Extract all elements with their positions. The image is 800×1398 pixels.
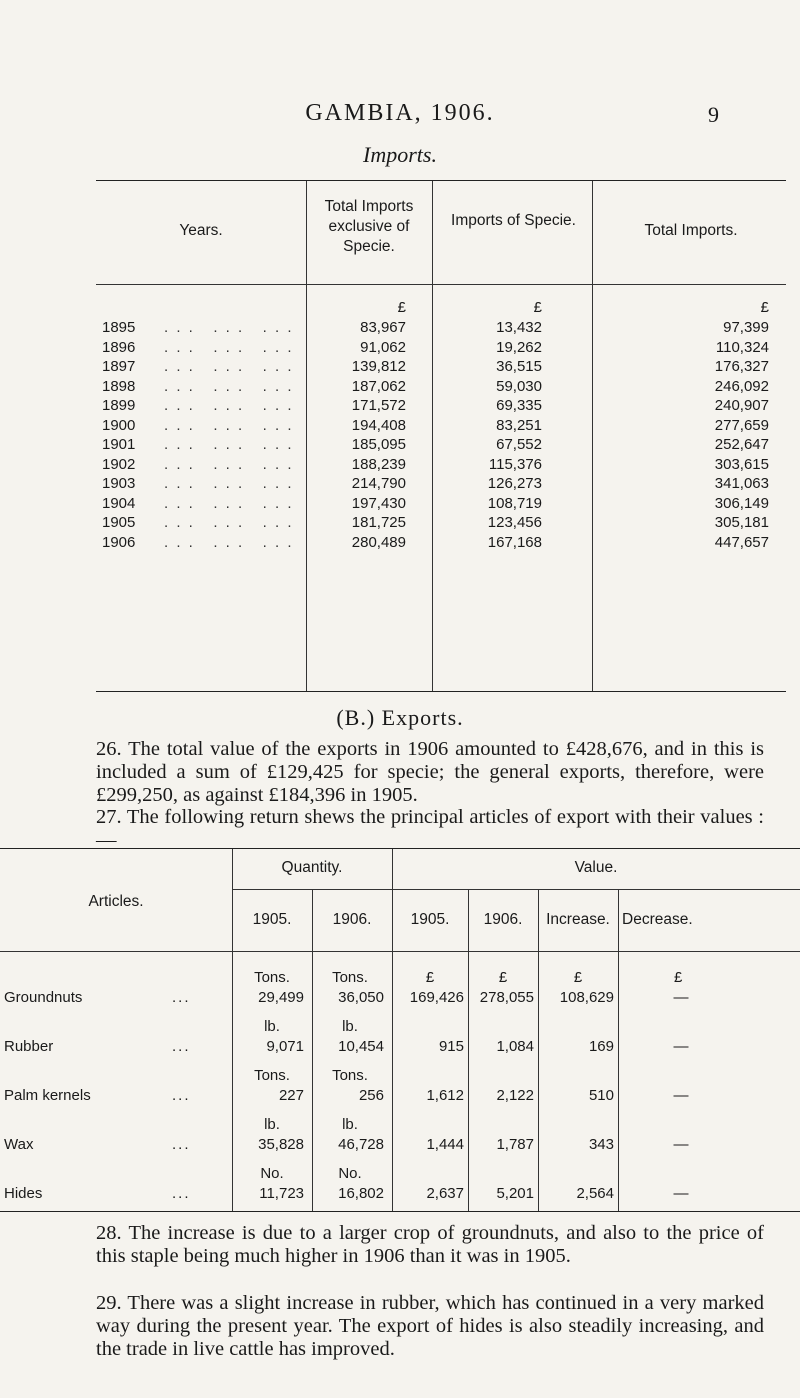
leader-dots: . . . . . . . . . bbox=[164, 475, 294, 492]
imports-caption: Imports. bbox=[363, 142, 437, 167]
table-row bbox=[0, 1116, 800, 1156]
specie-cell: 83,251 bbox=[496, 416, 542, 434]
increase-cell: 510 bbox=[588, 1087, 614, 1104]
exclusive-cell: 280,489 bbox=[351, 533, 406, 551]
unit-label: lb. bbox=[264, 1116, 280, 1133]
value-1905: 2,637 bbox=[426, 1185, 464, 1202]
subheader: 1905. bbox=[410, 911, 450, 928]
decrease-cell: — bbox=[673, 1136, 689, 1153]
leader-dots: . . . . . . . . . bbox=[164, 455, 294, 473]
leader-dots: . . . . . . . . . bbox=[164, 494, 294, 512]
value-1905: 915 bbox=[438, 1038, 464, 1055]
leader-dots: ... bbox=[172, 989, 191, 1006]
quantity-1905: 29,499 bbox=[258, 989, 304, 1006]
currency-symbol: £ bbox=[760, 299, 769, 316]
year-cell: 1903 bbox=[102, 475, 136, 492]
currency-symbol: £ bbox=[397, 299, 406, 316]
unit-label: Tons. bbox=[254, 1067, 290, 1084]
total-cell: 176,327 bbox=[714, 358, 769, 375]
leader-dots: ... bbox=[172, 1185, 191, 1202]
exports-table bbox=[0, 848, 800, 1212]
article-name: Palm kernels bbox=[4, 1087, 91, 1104]
year-cell: 1900 bbox=[102, 416, 136, 434]
unit-label: Tons. bbox=[332, 1067, 368, 1084]
leader-dots: . . . . . . . . . bbox=[164, 436, 294, 453]
leader-dots: . . . . . . . . . bbox=[164, 358, 294, 375]
increase-cell: 108,629 bbox=[559, 989, 614, 1006]
total-cell: 246,092 bbox=[714, 377, 769, 395]
header-years: Years. bbox=[179, 222, 223, 239]
year-cell: 1897 bbox=[102, 358, 136, 375]
specie-cell: 69,335 bbox=[496, 397, 542, 414]
leader-dots: ... bbox=[172, 1136, 191, 1153]
table-row bbox=[96, 475, 786, 494]
value-1906: 1,787 bbox=[496, 1136, 534, 1153]
table-row bbox=[0, 1165, 800, 1205]
currency-row bbox=[96, 299, 786, 318]
specie-cell: 13,432 bbox=[496, 319, 542, 336]
value-1905: 169,426 bbox=[409, 989, 464, 1006]
exclusive-cell: 181,725 bbox=[351, 514, 406, 531]
total-cell: 305,181 bbox=[714, 514, 769, 531]
exclusive-cell: 171,572 bbox=[351, 397, 406, 414]
subheader: 1905. bbox=[252, 911, 292, 928]
value-1906: 2,122 bbox=[496, 1087, 534, 1104]
total-cell: 110,324 bbox=[715, 338, 769, 356]
leader-dots: . . . . . . . . . bbox=[164, 397, 294, 414]
total-cell: 306,149 bbox=[714, 494, 769, 512]
header-articles: Articles. bbox=[88, 893, 144, 910]
unit-label: Tons. bbox=[332, 969, 368, 986]
imports-table bbox=[96, 180, 786, 692]
header-divider bbox=[0, 951, 800, 952]
unit-label: No. bbox=[338, 1165, 362, 1182]
paragraph-26: 26. The total value of the exports in 1906 amounted to £428,676, and in this is included a sum of £129,425 for specie; the general exports, therefore, were £299,250, as against £184,396 in 1905. bbox=[96, 738, 764, 806]
unit-label: No. bbox=[260, 1165, 284, 1182]
year-cell: 1896 bbox=[102, 338, 136, 356]
article-name: Wax bbox=[4, 1136, 34, 1153]
total-cell: 97,399 bbox=[723, 319, 769, 336]
quantity-1906: 10,454 bbox=[338, 1038, 384, 1055]
leader-dots: . . . . . . . . . bbox=[164, 416, 294, 434]
header-specie: Imports of Specie. bbox=[451, 212, 576, 229]
increase-cell: 343 bbox=[588, 1136, 614, 1153]
specie-cell: 108,719 bbox=[487, 494, 542, 512]
year-cell: 1906 bbox=[102, 533, 136, 551]
quantity-1905: 35,828 bbox=[258, 1136, 304, 1153]
header-divider bbox=[232, 889, 800, 890]
unit-label: Tons. bbox=[254, 969, 290, 986]
increase-cell: 2,564 bbox=[576, 1185, 614, 1202]
specie-cell: 59,030 bbox=[496, 377, 542, 395]
leader-dots: . . . . . . . . . bbox=[164, 377, 294, 395]
article-name: Hides bbox=[4, 1185, 43, 1202]
table-row bbox=[96, 456, 786, 475]
exclusive-cell: 197,430 bbox=[351, 494, 406, 512]
quantity-1905: 9,071 bbox=[266, 1038, 304, 1055]
decrease-cell: — bbox=[673, 1185, 689, 1202]
quantity-1905: 227 bbox=[278, 1087, 304, 1104]
exclusive-cell: 194,408 bbox=[351, 416, 406, 434]
quantity-1906: 46,728 bbox=[338, 1136, 384, 1153]
table-row bbox=[96, 339, 786, 358]
currency-symbol: £ bbox=[498, 969, 508, 986]
table-row bbox=[0, 969, 800, 1009]
leader-dots: ... bbox=[172, 1087, 191, 1104]
header-quantity: Quantity. bbox=[281, 859, 343, 876]
table-row bbox=[0, 1018, 800, 1058]
paragraph-29: 29. There was a slight increase in rubber, which has continued in a very marked way during the present year. The export of hides is also steadily increasing, and the trade in live cattle has improved. bbox=[96, 1292, 764, 1360]
value-1906: 1,084 bbox=[496, 1038, 534, 1055]
subheader: 1906. bbox=[483, 911, 523, 928]
specie-cell: 36,515 bbox=[496, 358, 542, 375]
table-row bbox=[96, 319, 786, 338]
exclusive-cell: 185,095 bbox=[351, 436, 406, 453]
paragraph-27: 27. The following return shews the principal articles of export with their values :— bbox=[96, 806, 764, 851]
specie-cell: 126,273 bbox=[487, 475, 542, 492]
running-head: GAMBIA, 1906. bbox=[305, 100, 495, 126]
total-cell: 447,657 bbox=[714, 533, 769, 551]
exclusive-cell: 188,239 bbox=[351, 455, 406, 473]
exclusive-cell: 187,062 bbox=[351, 377, 406, 395]
subheader: 1906. bbox=[332, 911, 372, 928]
unit-label: lb. bbox=[264, 1018, 280, 1035]
table-row bbox=[96, 534, 786, 553]
currency-symbol: £ bbox=[425, 969, 435, 986]
unit-label: lb. bbox=[342, 1116, 358, 1133]
decrease-cell: — bbox=[673, 1087, 689, 1104]
value-1905: 1,612 bbox=[426, 1087, 464, 1104]
table-row bbox=[96, 358, 786, 377]
leader-dots: ... bbox=[172, 1038, 191, 1055]
table-row bbox=[96, 417, 786, 436]
table-row bbox=[0, 1067, 800, 1107]
year-cell: 1902 bbox=[102, 455, 136, 473]
specie-cell: 123,456 bbox=[487, 514, 542, 531]
subheader: Increase. bbox=[546, 911, 610, 928]
quantity-1906: 256 bbox=[358, 1087, 384, 1104]
quantity-1905: 11,723 bbox=[259, 1185, 304, 1202]
decrease-cell: — bbox=[673, 1038, 689, 1055]
total-cell: 277,659 bbox=[714, 416, 769, 434]
article-name: Rubber bbox=[4, 1038, 54, 1055]
year-cell: 1895 bbox=[102, 319, 136, 336]
paragraph-28: 28. The increase is due to a larger crop of groundnuts, and also to the price of this staple being much higher in 1906 than it was in 1905. bbox=[96, 1222, 764, 1267]
total-cell: 341,063 bbox=[714, 475, 769, 492]
exclusive-cell: 139,812 bbox=[351, 358, 406, 375]
specie-cell: 167,168 bbox=[487, 533, 542, 551]
header-total: Total Imports. bbox=[644, 222, 738, 239]
exclusive-cell: 83,967 bbox=[360, 319, 406, 336]
unit-label: lb. bbox=[342, 1018, 358, 1035]
table-row bbox=[96, 436, 786, 455]
currency-symbol: £ bbox=[533, 299, 542, 316]
total-cell: 240,907 bbox=[714, 397, 769, 414]
year-cell: 1905 bbox=[102, 514, 136, 531]
leader-dots: . . . . . . . . . bbox=[164, 533, 294, 551]
currency-symbol: £ bbox=[674, 969, 683, 986]
subheader: Decrease. bbox=[622, 911, 693, 928]
article-name: Groundnuts bbox=[4, 989, 83, 1006]
currency-symbol: £ bbox=[573, 969, 583, 986]
specie-cell: 67,552 bbox=[496, 436, 542, 453]
table-row bbox=[96, 495, 786, 514]
quantity-1906: 16,802 bbox=[338, 1185, 384, 1202]
leader-dots: . . . . . . . . . bbox=[164, 338, 294, 356]
year-cell: 1899 bbox=[102, 397, 136, 414]
total-cell: 252,647 bbox=[714, 436, 769, 453]
table-row bbox=[96, 397, 786, 416]
header-exclusive: Total Imports exclusive of Specie. bbox=[324, 198, 414, 255]
value-1906: 5,201 bbox=[496, 1185, 534, 1202]
header-value: Value. bbox=[574, 859, 618, 876]
year-cell: 1898 bbox=[102, 377, 136, 395]
specie-cell: 19,262 bbox=[496, 338, 542, 356]
increase-cell: 169 bbox=[588, 1038, 614, 1055]
decrease-cell: — bbox=[673, 989, 689, 1006]
exclusive-cell: 91,062 bbox=[360, 338, 406, 356]
value-1906: 278,055 bbox=[479, 989, 534, 1006]
leader-dots: . . . . . . . . . bbox=[164, 514, 294, 531]
page-number: 9 bbox=[708, 102, 719, 127]
value-1905: 1,444 bbox=[426, 1136, 464, 1153]
exports-heading: (B.) Exports. bbox=[336, 705, 464, 730]
leader-dots: . . . . . . . . . bbox=[164, 319, 294, 336]
total-cell: 303,615 bbox=[714, 455, 769, 473]
header-divider bbox=[96, 284, 786, 285]
exclusive-cell: 214,790 bbox=[351, 475, 406, 492]
table-row bbox=[96, 514, 786, 533]
specie-cell: 115,376 bbox=[488, 455, 542, 473]
quantity-1906: 36,050 bbox=[338, 989, 384, 1006]
table-row bbox=[96, 378, 786, 397]
year-cell: 1901 bbox=[102, 436, 136, 453]
year-cell: 1904 bbox=[102, 494, 136, 512]
